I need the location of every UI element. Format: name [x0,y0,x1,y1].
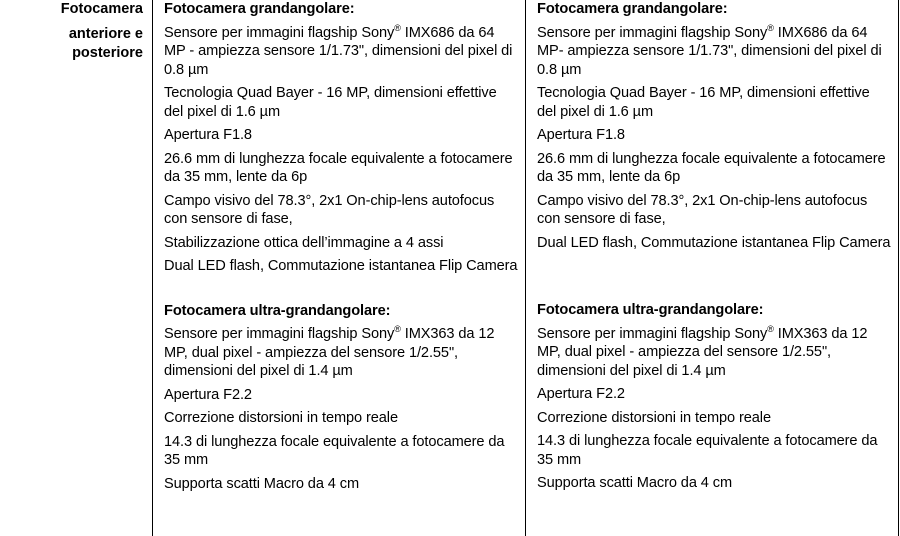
spec-item: Supporta scatti Macro da 4 cm [164,475,360,492]
spec-item: Dual LED flash, Commutazione istantanea Flip Camera [537,234,891,251]
ultra-sensor-detail: IMX363 da 12 MP, dual pixel - ampiezza del sensore 1/2.55", dimensioni del pixel di 1.4 µm [164,326,495,379]
wide-camera-heading: Fotocamera grandangolare: [537,1,728,17]
spec-item: Tecnologia Quad Bayer - 16 MP, dimensioni effettive del pixel di 1.6 µm [537,85,870,120]
spec-item: Apertura F2.2 [164,386,252,403]
registered-mark: ® [394,22,401,33]
spec-item: 14.3 di lunghezza focale equivalente a fotocamere da 35 mm [537,433,878,468]
wide-sensor-detail: IMX686 da 64 MP- ampiezza sensore 1/1.73", dimensioni del pixel di 0.8 µm [537,24,882,78]
row-label [0,0,143,63]
wide-sensor-text: Sensore per immagini flagship Sony [537,24,768,41]
wide-sensor-spec [537,24,892,80]
spec-item: Dual LED flash, Commutazione istantanea Flip Camera [164,258,518,274]
spec-item: Apertura F1.8 [537,127,625,143]
row-label-line2: anteriore e [68,26,143,42]
spec-item: 26.6 mm di lunghezza focale equivalente a fotocamere da 35 mm, lente da 6p [537,150,886,185]
spec-item: Correzione distorsioni in tempo reale [537,409,771,426]
spec-item: 26.6 mm di lunghezza focale equivalente a fotocamere da 35 mm, lente da 6p [164,150,513,185]
ultra-sensor-spec [164,325,519,381]
row-label-line1: Fotocamera [60,1,143,17]
registered-mark: ® [767,22,774,33]
spec-item: Campo visivo del 78.3°, 2x1 On-chip-lens autofocus con sensore di fase, [537,192,868,227]
table-divider-middle [525,0,526,536]
ultra-sensor-detail: IMX363 da 12 MP, dual pixel - ampiezza del sensore 1/2.55", dimensioni del pixel di 1.4 µm [537,325,868,379]
ultra-camera-heading: Fotocamera ultra-grandangolare: [164,302,391,319]
spec-item: Tecnologia Quad Bayer - 16 MP, dimensioni effettive del pixel di 1.6 µm [164,85,497,120]
registered-mark: ® [767,323,774,334]
section-spacer [164,281,519,302]
ultra-sensor-text: Sensore per immagini flagship Sony [164,326,395,342]
section-spacer [537,257,892,301]
spec-item: Apertura F1.8 [164,127,252,143]
ultra-camera-heading: Fotocamera ultra-grandangolare: [537,302,764,318]
wide-sensor-detail: IMX686 da 64 MP - ampiezza sensore 1/1.73", dimensioni del pixel di 0.8 µm [164,24,513,78]
wide-sensor-text: Sensore per immagini flagship Sony [164,24,395,41]
spec-item: 14.3 di lunghezza focale equivalente a fotocamere da 35 mm [164,433,505,468]
table-divider-left [152,0,153,536]
spec-item: Stabilizzazione ottica dell’immagine a 4 assi [164,234,444,251]
spec-item: Campo visivo del 78.3°, 2x1 On-chip-lens autofocus con sensore di fase, [164,192,495,227]
spec-item: Supporta scatti Macro da 4 cm [537,475,733,491]
ultra-sensor-spec [537,325,892,381]
wide-sensor-spec [164,24,519,80]
registered-mark: ® [394,324,401,335]
spec-column-2 [537,0,892,498]
ultra-sensor-text: Sensore per immagini flagship Sony [537,325,768,342]
spec-item: Apertura F2.2 [537,386,625,402]
wide-camera-heading: Fotocamera grandangolare: [164,1,355,17]
spec-column-1 [164,0,519,498]
row-label-line3: posteriore [72,45,143,61]
spec-item: Correzione distorsioni in tempo reale [164,410,398,426]
table-divider-right [898,0,899,536]
